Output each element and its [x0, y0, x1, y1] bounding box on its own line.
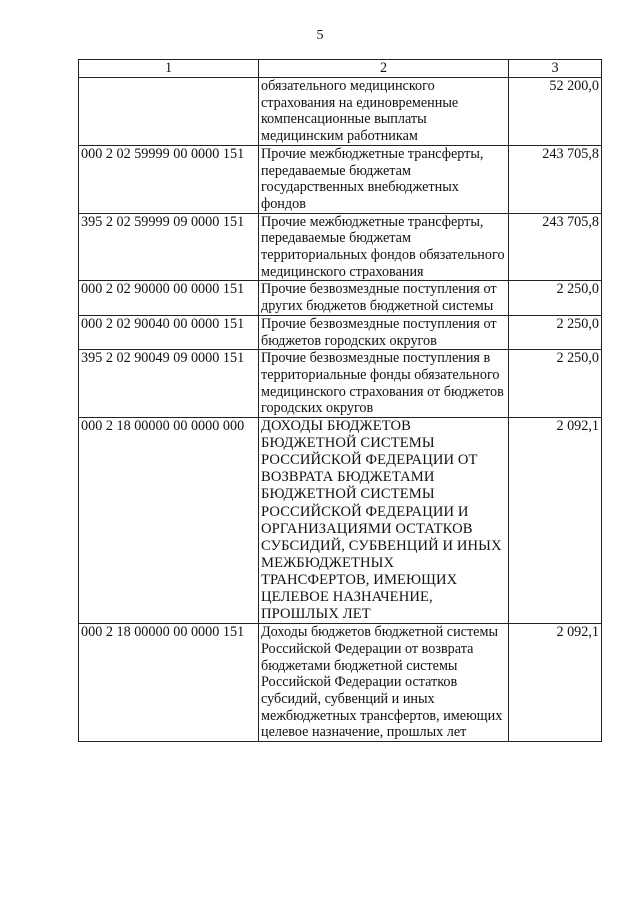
row-amount: 2 250,0 [509, 281, 602, 315]
row-name: Прочие безвозмездные поступления от бюджетов городских округов [259, 315, 509, 349]
row-name: Прочие межбюджетные трансферты, передаваемые бюджетам государственных внебюджетных фондов [259, 145, 509, 213]
row-name: Прочие межбюджетные трансферты, передаваемые бюджетам территориальных фондов обязательного медицинского страхования [259, 213, 509, 281]
table-row [79, 418, 602, 624]
row-name: обязательного медицинского страхования на единовременные компенсационные выплаты медицинским работникам [259, 78, 509, 146]
table-row [79, 281, 602, 315]
table-row [79, 78, 602, 146]
row-name: ДОХОДЫ БЮДЖЕТОВ БЮДЖЕТНОЙ СИСТЕМЫ РОССИЙСКОЙ ФЕДЕРАЦИИ ОТ ВОЗВРАТА БЮДЖЕТАМИ БЮДЖЕТНОЙ СИСТЕМЫ РОССИЙСКОЙ ФЕДЕРАЦИИ И ОРГАНИЗАЦИЯМИ ОСТАТКОВ СУБСИДИЙ, СУБВЕНЦИЙ И ИНЫХ МЕЖБЮДЖЕТНЫХ ТРАНСФЕРТОВ, ИМЕЮЩИХ ЦЕЛЕВОЕ НАЗНАЧЕНИЕ, ПРОШЛЫХ ЛЕТ [259, 418, 509, 624]
row-code: 000 2 02 59999 00 0000 151 [79, 145, 259, 213]
table-row [79, 350, 602, 418]
row-code: 000 2 18 00000 00 0000 000 [79, 418, 259, 624]
column-header-name: 2 [259, 60, 509, 78]
table-row [79, 213, 602, 281]
table-header-row [79, 60, 602, 78]
row-code: 395 2 02 59999 09 0000 151 [79, 213, 259, 281]
page-number: 5 [316, 28, 324, 43]
row-amount: 243 705,8 [509, 145, 602, 213]
row-code: 000 2 02 90040 00 0000 151 [79, 315, 259, 349]
table-row [79, 624, 602, 742]
budget-revenue-table [78, 59, 602, 742]
column-header-code: 1 [79, 60, 259, 78]
row-amount: 243 705,8 [509, 213, 602, 281]
row-amount: 2 092,1 [509, 418, 602, 624]
row-amount: 2 250,0 [509, 315, 602, 349]
column-header-amount: 3 [509, 60, 602, 78]
row-code: 395 2 02 90049 09 0000 151 [79, 350, 259, 418]
table-row [79, 315, 602, 349]
row-code: 000 2 02 90000 00 0000 151 [79, 281, 259, 315]
row-code: 000 2 18 00000 00 0000 151 [79, 624, 259, 742]
row-name: Прочие безвозмездные поступления от других бюджетов бюджетной системы [259, 281, 509, 315]
row-name: Доходы бюджетов бюджетной системы Российской Федерации от возврата бюджетами бюджетной системы Российской Федерации остатков субсидий, субвенций и иных межбюджетных трансфертов, имеющих целевое назначение, прошлых лет [259, 624, 509, 742]
row-code [79, 78, 259, 146]
row-name: Прочие безвозмездные поступления в территориальные фонды обязательного медицинского страхования от бюджетов городских округов [259, 350, 509, 418]
row-amount: 52 200,0 [509, 78, 602, 146]
table-row [79, 145, 602, 213]
row-amount: 2 092,1 [509, 624, 602, 742]
row-amount: 2 250,0 [509, 350, 602, 418]
